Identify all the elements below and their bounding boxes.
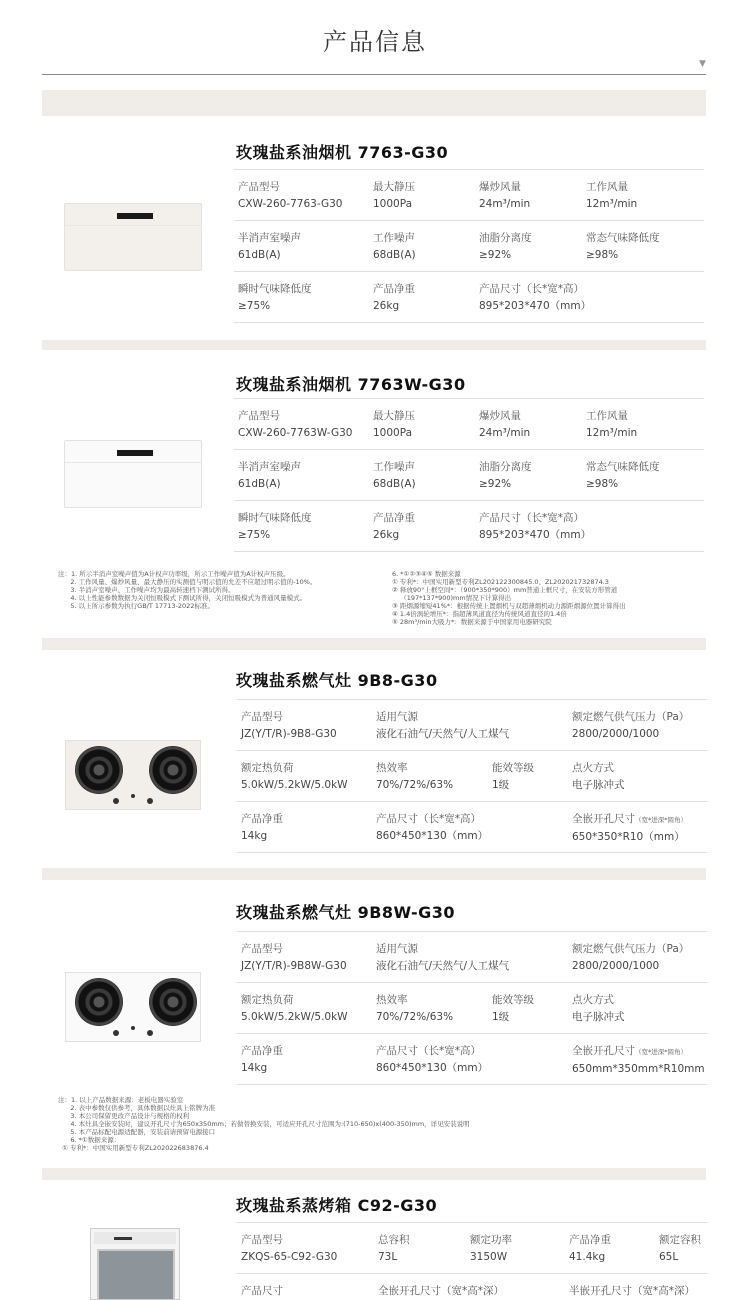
section-band	[42, 638, 706, 650]
spec-label: 产品尺寸（长*宽*高）	[376, 813, 481, 825]
spec-cell	[241, 1233, 337, 1264]
spec-cell	[376, 710, 509, 741]
spec-label: 爆炒风量	[479, 181, 521, 193]
spec-value: CXW-260-7763-G30	[238, 198, 343, 210]
spec-label: 半消声室噪声	[238, 232, 301, 244]
spec-value: 14kg	[241, 1062, 268, 1074]
spec-cell	[572, 942, 689, 973]
spec-cell	[241, 761, 348, 792]
spec-label: 产品净重	[241, 1045, 283, 1057]
spec-label: 全嵌开孔尺寸（宽*进深*圆角）	[572, 1045, 687, 1057]
spec-row	[237, 750, 707, 801]
product-title: 玫瑰盐系油烟机 7763-G30	[236, 143, 449, 162]
spec-label: 常态气味降低度	[586, 232, 660, 244]
page-title: 产品信息	[323, 28, 427, 56]
spec-value: 61dB(A)	[238, 478, 281, 490]
spec-value: 26kg	[373, 300, 400, 312]
spec-value: 24m³/min	[479, 198, 531, 210]
spec-cell	[586, 231, 660, 262]
spec-value: ≥98%	[586, 478, 619, 490]
spec-cell	[378, 1233, 410, 1264]
spec-cell	[572, 812, 687, 844]
notes-hood-right: 6. *①②③④⑤ 数据来源 ① 专利*：中国实用新型专利ZL202122300845.0、ZL202021732874.3 ② 释放90°上框空间*：（900*350*900）mm普通上框尺寸，在安装方形管道 （197*137*900)mm情况下计算得出 ③ 距烟源缩短41%*：根据传统上置烟机与双超薄烟机动力源距烟源位置计算得出 ④ 1.4倍涡轮增压*：指超薄风道直径为传统风道直径的1.4倍 ⑤ 28m³/min大吸力*：数据来源于中国家用电器研究院	[392, 570, 626, 626]
spec-label: 总容积	[378, 1234, 410, 1246]
spec-label: 产品尺寸（长*宽*高）	[479, 283, 584, 295]
spec-label: 产品型号	[241, 1234, 283, 1246]
spec-label: 最大静压	[373, 181, 415, 193]
spec-row	[237, 1273, 707, 1300]
spec-cell	[659, 1233, 701, 1264]
spec-label: 产品尺寸（长*宽*高）	[376, 1045, 481, 1057]
product-title: 玫瑰盐系燃气灶 9B8W-G30	[236, 903, 456, 922]
spec-value: JZ(Y/T/R)-9B8-G30	[241, 728, 337, 740]
spec-cell	[492, 761, 534, 792]
spec-label: 额定功率	[470, 1234, 512, 1246]
spec-cell	[373, 511, 415, 542]
spec-value: 2800/2000/1000	[572, 960, 660, 972]
spec-label: 能效等级	[492, 762, 534, 774]
spec-cell	[238, 409, 352, 440]
spec-value: ≥75%	[238, 300, 271, 312]
section-band	[42, 90, 706, 116]
spec-row	[234, 169, 704, 220]
spec-cell	[241, 993, 348, 1024]
chevron-down-icon: ▼	[699, 59, 706, 69]
spec-label: 额定燃气供气压力（Pa）	[572, 711, 690, 723]
spec-value: ≥98%	[586, 249, 619, 261]
spec-cell	[376, 812, 488, 843]
spec-label: 产品净重	[241, 813, 283, 825]
spec-value: 41.4kg	[569, 1251, 606, 1263]
spec-label: 额定容积	[659, 1234, 701, 1246]
spec-row	[237, 1222, 707, 1273]
spec-cell	[238, 460, 301, 491]
spec-label: 全嵌开孔尺寸（宽*高*深）	[378, 1285, 504, 1297]
spec-value: 电子脉冲式	[572, 1011, 625, 1023]
spec-value: 1000Pa	[373, 427, 413, 439]
spec-cell	[479, 460, 532, 491]
spec-cell	[572, 761, 625, 792]
spec-label: 最大静压	[373, 410, 415, 422]
spec-value: 895*203*470（mm）	[479, 529, 592, 541]
spec-label: 产品净重	[569, 1234, 611, 1246]
spec-value: 860*450*130（mm）	[376, 830, 489, 842]
spec-label: 常态气味降低度	[586, 461, 660, 473]
section-band	[42, 340, 706, 350]
spec-cell	[479, 409, 530, 440]
spec-value: ≥92%	[479, 478, 512, 490]
spec-value: 12m³/min	[586, 198, 638, 210]
spec-cell	[586, 409, 637, 440]
spec-row	[234, 271, 704, 322]
spec-cell	[241, 1284, 283, 1300]
spec-row	[237, 982, 707, 1033]
spec-value: 液化石油气/天然气/人工煤气	[376, 728, 510, 740]
spec-value: 650mm*350mm*R10mm	[572, 1063, 705, 1075]
spec-label: 半消声室噪声	[238, 461, 301, 473]
spec-cell	[479, 511, 591, 542]
spec-value: 3150W	[470, 1251, 508, 1263]
spec-label: 产品净重	[373, 512, 415, 524]
spec-cell	[569, 1284, 695, 1300]
spec-value: 2800/2000/1000	[572, 728, 660, 740]
spec-label: 产品型号	[241, 943, 283, 955]
spec-label: 热效率	[376, 994, 408, 1006]
spec-label: 额定热负荷	[241, 994, 294, 1006]
header-divider	[42, 74, 706, 75]
spec-value: 68dB(A)	[373, 478, 416, 490]
spec-value: 895*203*470（mm）	[479, 300, 592, 312]
spec-label: 热效率	[376, 762, 408, 774]
oven-image	[90, 1228, 180, 1300]
spec-cell	[241, 1044, 283, 1075]
spec-table	[237, 1222, 707, 1300]
section-band	[42, 868, 706, 880]
spec-value: 电子脉冲式	[572, 779, 625, 791]
spec-label: 产品型号	[238, 410, 280, 422]
spec-value: 1000Pa	[373, 198, 413, 210]
spec-row	[234, 500, 704, 551]
spec-label: 额定燃气供气压力（Pa）	[572, 943, 690, 955]
spec-value: 1级	[492, 1011, 510, 1023]
spec-table	[234, 398, 704, 551]
spec-cell	[238, 511, 312, 542]
spec-value: CXW-260-7763W-G30	[238, 427, 353, 439]
spec-label: 半嵌开孔尺寸（宽*高*深）	[569, 1285, 695, 1297]
spec-label: 全嵌开孔尺寸（宽*进深*圆角）	[572, 813, 687, 825]
spec-label: 点火方式	[572, 762, 614, 774]
spec-cell	[569, 1233, 611, 1264]
spec-value: 860*450*130（mm）	[376, 1062, 489, 1074]
spec-cell	[572, 1044, 705, 1076]
spec-cell	[241, 710, 337, 741]
spec-label: 工作噪声	[373, 232, 415, 244]
spec-table	[237, 931, 707, 1084]
spec-label: 产品净重	[373, 283, 415, 295]
notes-hood-left: 注：1. 所示半消声室噪声值为A计权声功率级，所示工作噪声值为A计权声压级。 2. 工作风量、爆炒风量、最大静压的实测值与明示值的允差不应超过明示值的-10%。 3. 半消声室噪声、工作噪声均为最高转速档下测试所得。 4. 以上性能参数数据为关闭恒吸模式下测试所得，关闭恒吸模式为普通风量模式。 5. 以上所示参数为执行GB/T 17713-2022标准。	[58, 570, 317, 610]
spec-value: 73L	[378, 1251, 398, 1263]
spec-label: 额定热负荷	[241, 762, 294, 774]
spec-value: 26kg	[373, 529, 400, 541]
spec-value: ≥92%	[479, 249, 512, 261]
spec-label: 油脂分离度	[479, 232, 532, 244]
spec-label-small: （宽*进深*圆角）	[635, 1048, 687, 1056]
spec-cell	[241, 812, 283, 843]
spec-cell	[378, 1284, 504, 1300]
spec-cell	[376, 1044, 488, 1075]
spec-label: 适用气源	[376, 711, 418, 723]
spec-label: 能效等级	[492, 994, 534, 1006]
spec-bottom-line	[234, 551, 704, 552]
spec-label: 点火方式	[572, 994, 614, 1006]
spec-cell	[586, 180, 637, 211]
spec-cell	[479, 231, 532, 262]
spec-bottom-line	[237, 1084, 707, 1085]
spec-row	[237, 699, 707, 750]
spec-label: 工作风量	[586, 181, 628, 193]
spec-label: 工作噪声	[373, 461, 415, 473]
spec-cell	[373, 180, 415, 211]
spec-bottom-line	[237, 852, 707, 853]
notes-stove: 注：1. 以上产品数据来源：老板电器实验室 2. 表中参数仅供参考，具体数据以灶具上铭牌为准 3. 本公司保留更改产品设计与规格的权利 4. 本灶具全嵌安装时，建议开孔尺寸为650x350mm；若做替换安装，可适应开孔尺寸范围为:(710-650)x(400-350)mm，详见安装说明 5. 本产品标配电源适配器，安装前请预留电源接口 6. *①数据来源： ① 专利*：中国实用新型专利ZL202022683876.4	[58, 1096, 470, 1152]
spec-bottom-line	[234, 322, 704, 323]
spec-row	[234, 449, 704, 500]
spec-table	[234, 169, 704, 322]
spec-row	[234, 398, 704, 449]
spec-table	[237, 699, 707, 852]
spec-row	[237, 801, 707, 852]
spec-value: ZKQS-65-C92-G30	[241, 1251, 338, 1263]
product-title: 玫瑰盐系蒸烤箱 C92-G30	[236, 1196, 438, 1215]
spec-cell	[373, 231, 416, 262]
spec-cell	[376, 942, 509, 973]
spec-cell	[373, 409, 415, 440]
spec-label: 瞬时气味降低度	[238, 283, 312, 295]
spec-label: 工作风量	[586, 410, 628, 422]
spec-cell	[586, 460, 660, 491]
spec-value: 61dB(A)	[238, 249, 281, 261]
spec-label: 产品尺寸	[241, 1285, 283, 1297]
spec-value: JZ(Y/T/R)-9B8W-G30	[241, 960, 347, 972]
spec-cell	[470, 1233, 512, 1264]
spec-row	[237, 1033, 707, 1084]
spec-label-small: （宽*进深*圆角）	[635, 816, 687, 824]
spec-value: 5.0kW/5.2kW/5.0kW	[241, 779, 348, 791]
spec-value: 650*350*R10（mm）	[572, 831, 685, 843]
spec-label: 爆炒风量	[479, 410, 521, 422]
spec-label: 瞬时气味降低度	[238, 512, 312, 524]
spec-cell	[238, 180, 343, 211]
spec-value: 液化石油气/天然气/人工煤气	[376, 960, 510, 972]
product-title: 玫瑰盐系燃气灶 9B8-G30	[236, 671, 438, 690]
spec-label: 适用气源	[376, 943, 418, 955]
product-title: 玫瑰盐系油烟机 7763W-G30	[236, 375, 466, 394]
spec-cell	[479, 282, 591, 313]
spec-label: 产品型号	[238, 181, 280, 193]
spec-cell	[376, 761, 453, 792]
spec-value: 70%/72%/63%	[376, 1011, 454, 1023]
spec-value: 14kg	[241, 830, 268, 842]
spec-cell	[238, 282, 312, 313]
spec-value: 70%/72%/63%	[376, 779, 454, 791]
spec-label: 产品尺寸（长*宽*高）	[479, 512, 584, 524]
spec-row	[234, 220, 704, 271]
spec-cell	[572, 710, 689, 741]
spec-value: 12m³/min	[586, 427, 638, 439]
spec-value: 1级	[492, 779, 510, 791]
spec-cell	[238, 231, 301, 262]
spec-label: 产品型号	[241, 711, 283, 723]
spec-value: 5.0kW/5.2kW/5.0kW	[241, 1011, 348, 1023]
spec-value: ≥75%	[238, 529, 271, 541]
spec-cell	[572, 993, 625, 1024]
spec-value: 24m³/min	[479, 427, 531, 439]
spec-value: 68dB(A)	[373, 249, 416, 261]
spec-value: 65L	[659, 1251, 679, 1263]
spec-row	[237, 931, 707, 982]
section-band	[42, 1168, 706, 1180]
spec-cell	[479, 180, 530, 211]
spec-label: 油脂分离度	[479, 461, 532, 473]
spec-cell	[373, 460, 416, 491]
spec-cell	[373, 282, 415, 313]
spec-cell	[492, 993, 534, 1024]
spec-cell	[376, 993, 453, 1024]
spec-cell	[241, 942, 347, 973]
